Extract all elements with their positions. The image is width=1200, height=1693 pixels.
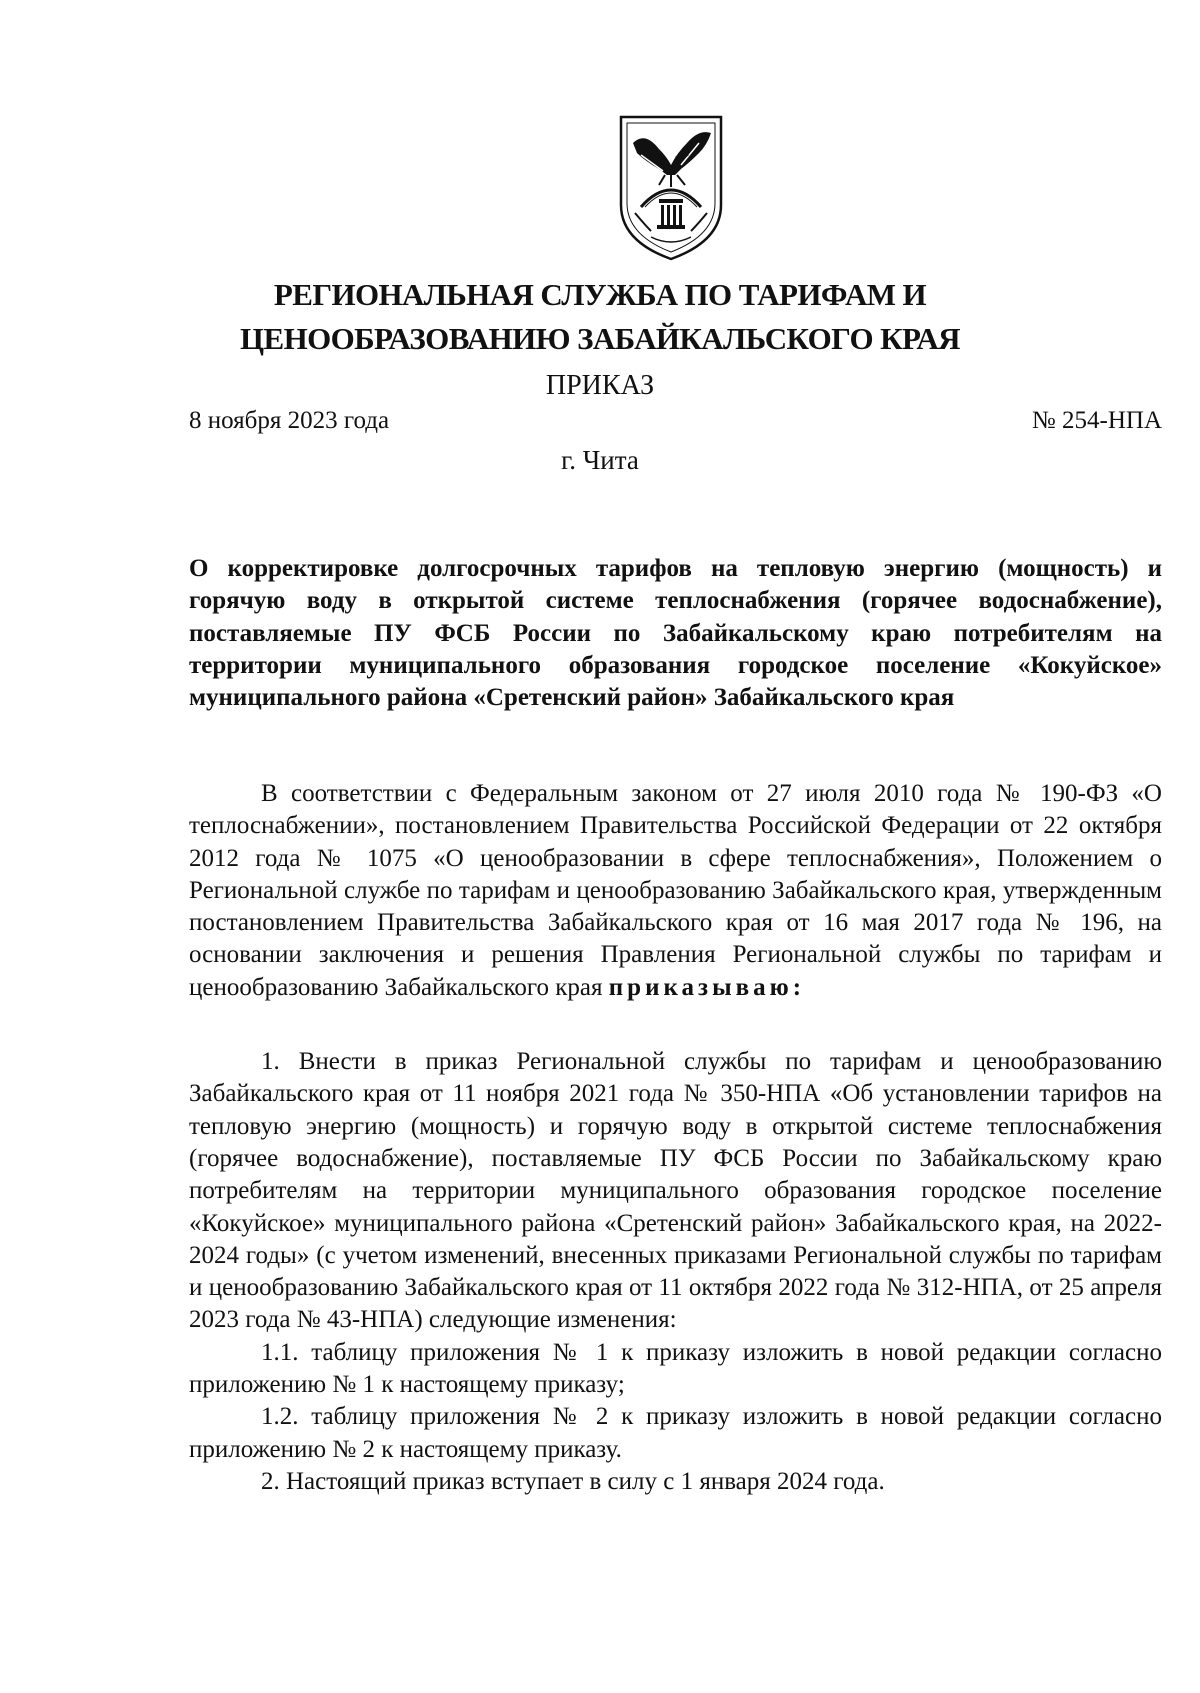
document-type: ПРИКАЗ (545, 370, 655, 401)
order-city: г. Чита (561, 445, 639, 475)
item-2: 2. Настоящий приказ вступает в силу с 1 января 2024 года. (261, 1467, 885, 1495)
order-number: № 254-НПА (1031, 407, 1162, 434)
order-subject: О корректировке долгосрочных тарифов на тепловую энергию (мощность) и горячую воду в открытой системе теплоснабжения (горячее водоснабжение), поставляемые ПУ ФСБ России по Забайкальскому краю потребителям на территории муниципального образования городское поселение «Кокуйское» муниципального района «Сретенский район» Забайкальского края (189, 555, 1162, 712)
item-1-2: 1.2. таблицу приложения № 2 к приказу изложить в новой редакции согласно приложению № 2 к настоящему приказу. (189, 1403, 1162, 1463)
order-body (189, 778, 1162, 1498)
order-date: 8 ноября 2023 года (189, 407, 390, 434)
coat-of-arms-emblem (615, 113, 727, 263)
item-1: 1. Внести в приказ Региональной службы по тарифам и ценообразованию Забайкальского края от 11 ноября 2021 года № 350-НПА «Об установлении тарифов на тепловую энергию (мощность) и горячую воду в открытой системе теплоснабжения (горячее водоснабжение), поставляемые ПУ ФСБ России по Забайкальскому краю потребителям на территории муниципального образования городское поселение «Кокуйское» муниципального района «Сретенский район» Забайкальского края, на 2022-2024 годы» (с учетом изменений, внесенных приказами Региональной службы по тарифам и ценообразованию Забайкальского края от 11 октября 2022 года № 312-НПА, от 25 апреля 2023 года № 43-НПА) следующие изменения: (189, 1048, 1162, 1334)
preamble-keyword: приказываю: (608, 973, 806, 1001)
organization-title (0, 273, 1200, 361)
item-1-1: 1.1. таблицу приложения № 1 к приказу изложить в новой редакции согласно приложению № 1 к настоящему приказу; (189, 1338, 1162, 1399)
organization-title-line1: РЕГИОНАЛЬНАЯ СЛУЖБА ПО ТАРИФАМ И (273, 277, 927, 312)
preamble-text: В соответствии с Федеральным законом от 27 июля 2010 года № 190-ФЗ «О теплоснабжении», постановлением Правительства Российской Федерации от 22 октября 2012 года № 1075 «О ценообразовании в сфере теплоснабжения», Положением о Региональной службе по тарифам и ценообразованию Забайкальского края, утвержденным постановлением Правительства Забайкальского края от 16 мая 2017 года № 196, на основании заключения и решения Правления Региональной службы по тарифам и ценообразованию Забайкальского края (189, 780, 1162, 1001)
preamble-paragraph (189, 778, 1162, 1004)
organization-title-line2: ЦЕНООБРАЗОВАНИЮ ЗАБАЙКАЛЬСКОГО КРАЯ (240, 321, 960, 356)
